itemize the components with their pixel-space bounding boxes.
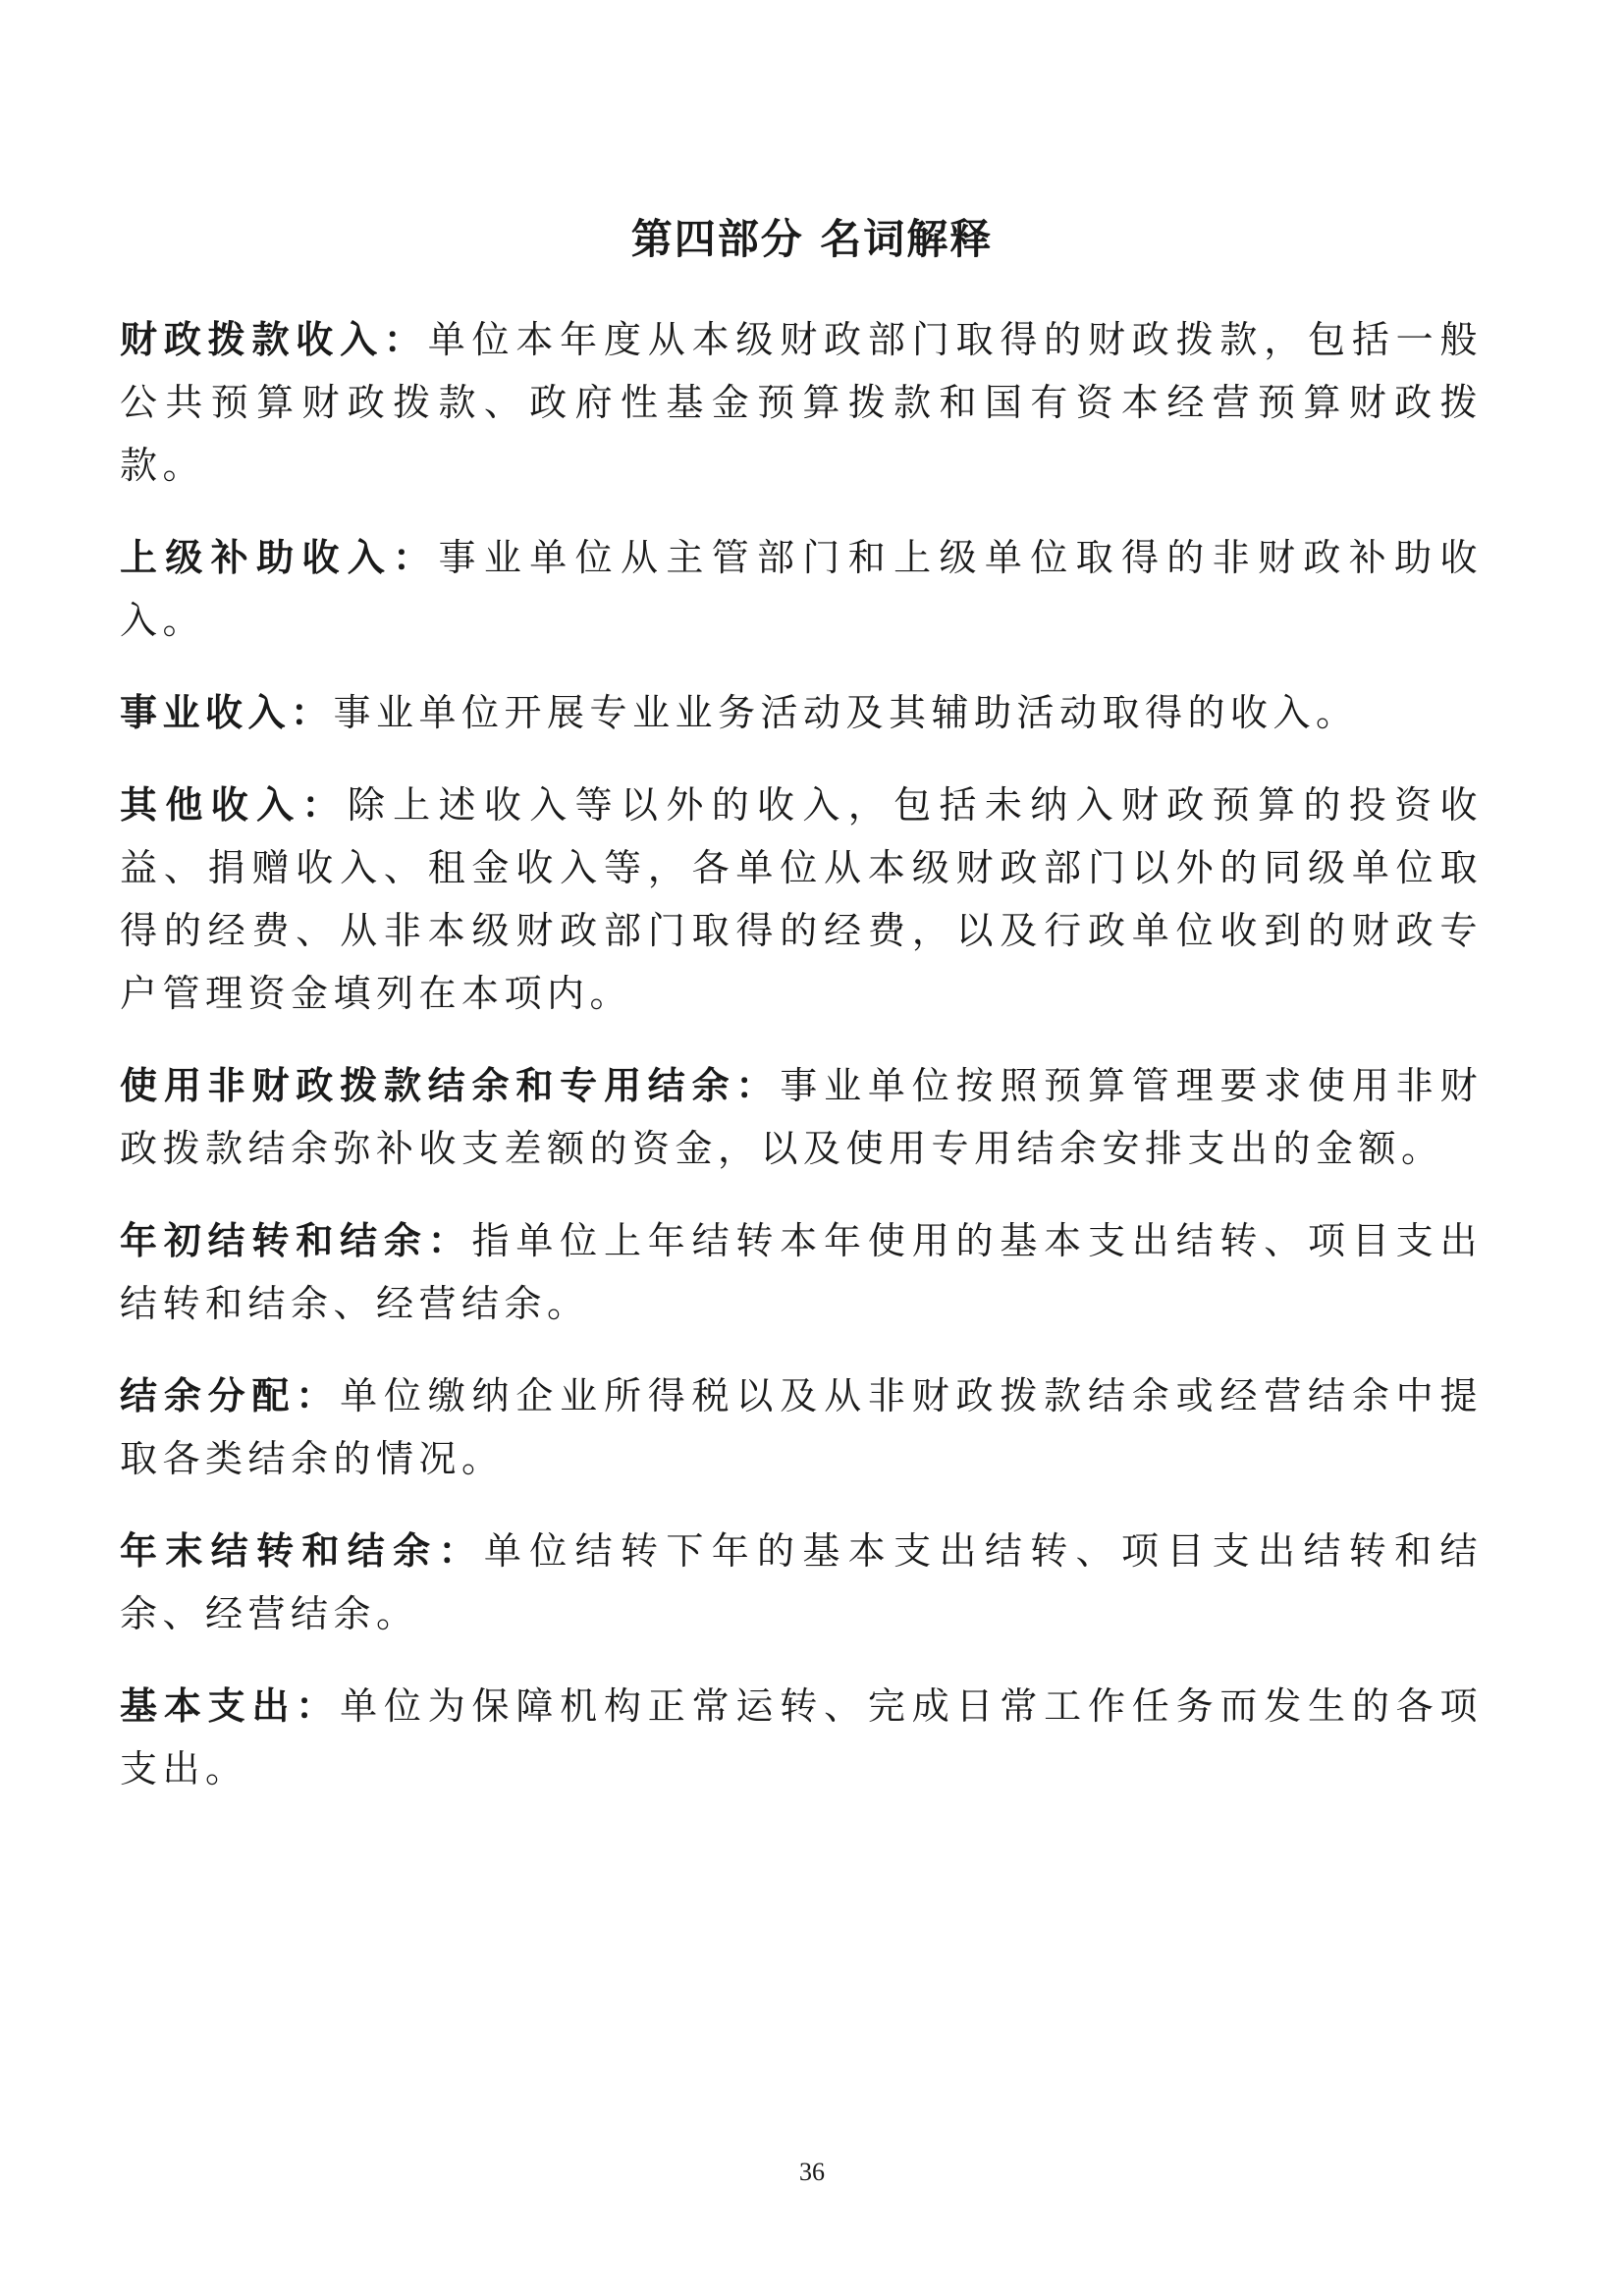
glossary-definition: 单位本年度从本级财政部门取得的财政拨款，包括一般公共预算财政拨款、政府性基金预算拨款和国有资本经营预算财政拨款。 [120,318,1483,487]
glossary-entry [120,526,1483,652]
glossary-term: 基本支出： [120,1684,341,1728]
glossary-term: 使用非财政拨款结余和专用结余： [120,1064,781,1107]
glossary-definition: 事业单位按照预算管理要求使用非财政拨款结余弥补收支差额的资金，以及使用专用结余安排支出的金额。 [120,1064,1483,1170]
glossary-term: 上级补助收入： [120,536,439,579]
glossary-definition: 事业单位从主管部门和上级单位取得的非财政补助收入。 [120,536,1483,642]
glossary-entry [120,308,1483,497]
glossary-term: 事业收入： [120,691,334,734]
glossary-entry [120,1054,1483,1180]
glossary-term: 其他收入： [120,783,348,827]
glossary-entry [120,1675,1483,1800]
glossary-entry [120,1364,1483,1490]
glossary-definition: 单位缴纳企业所得税以及从非财政拨款结余或经营结余中提取各类结余的情况。 [120,1374,1483,1480]
glossary-term: 年初结转和结余： [120,1219,472,1262]
glossary-term: 年末结转和结余： [120,1529,484,1573]
glossary-entry [120,681,1483,744]
glossary-definition: 事业单位开展专业业务活动及其辅助活动取得的收入。 [333,691,1359,734]
glossary-definition: 指单位上年结转本年使用的基本支出结转、项目支出结转和结余、经营结余。 [120,1219,1483,1325]
page-title: 第四部分 名词解释 [630,215,994,263]
glossary-definition: 单位为保障机构正常运转、完成日常工作任务而发生的各项支出。 [120,1684,1483,1790]
glossary-term: 结余分配： [120,1374,341,1417]
glossary-entry [120,1209,1483,1335]
glossary-entry [120,774,1483,1025]
page-number: 36 [799,2158,825,2186]
glossary-list [120,308,1483,1830]
glossary-definition: 除上述收入等以外的收入，包括未纳入财政预算的投资收益、捐赠收入、租金收入等，各单位从本级财政部门以外的同级单位取得的经费、从非本级财政部门取得的经费，以及行政单位收到的财政专户管理资金填列在本项内。 [120,783,1483,1015]
glossary-entry [120,1520,1483,1645]
glossary-definition: 单位结转下年的基本支出结转、项目支出结转和结余、经营结余。 [120,1529,1483,1635]
glossary-term: 财政拨款收入： [120,318,428,361]
